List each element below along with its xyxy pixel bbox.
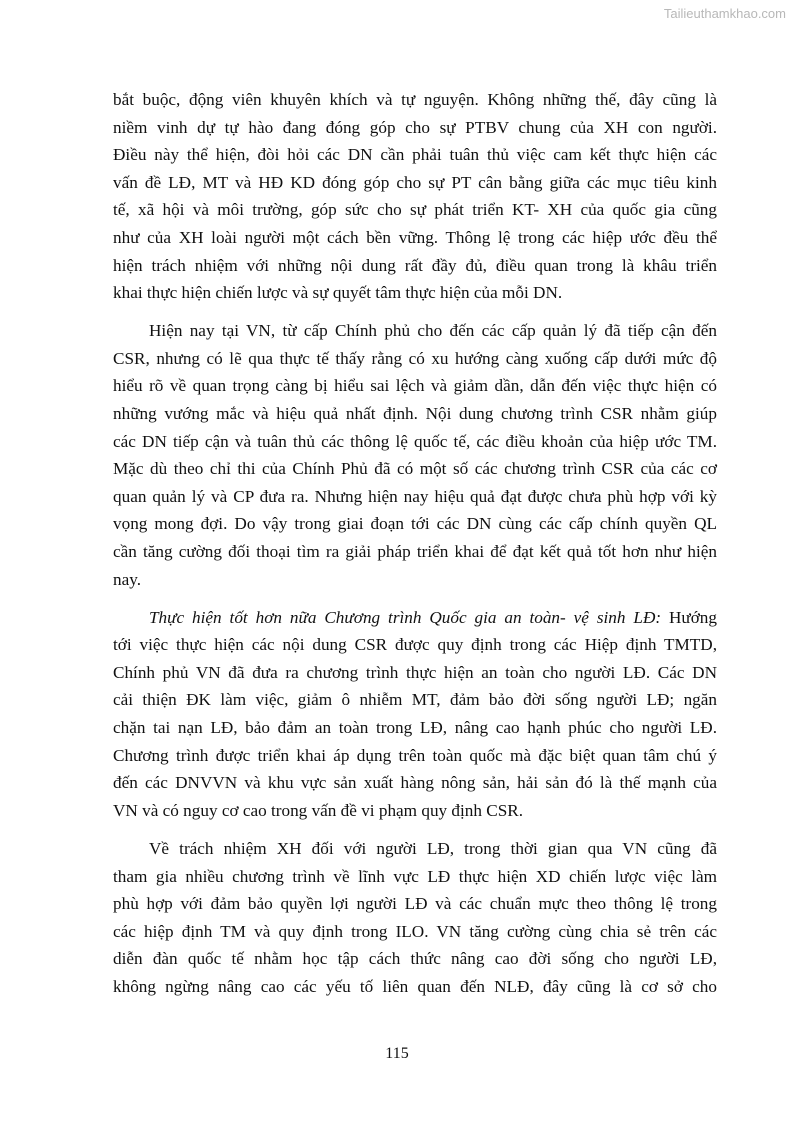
page-number: 115 — [385, 1045, 409, 1062]
text-line: chặn tai nạn LĐ, bảo đảm an toàn trong LĐ, nâng cao hạnh phúc cho người LĐ. — [113, 718, 717, 738]
paragraph-3 — [113, 604, 717, 825]
document-body — [113, 86, 717, 1011]
text-line: hiện trách nhiệm với những nội dung rất đầy đủ, điều quan trong là khâu triển — [113, 255, 717, 275]
text-line: Về trách nhiệm XH đối với người LĐ, trong thời gian qua VN cũng đã — [149, 838, 717, 858]
text-line: như của XH loài người một cách bền vững. Thông lệ trong các hiệp ước đều thể — [113, 227, 717, 247]
text-line: tham gia nhiều chương trình về lĩnh vực LĐ thực hiện XD chiến lược việc làm — [113, 866, 717, 886]
text-line: quan quản lý và CP đưa ra. Nhưng hiện nay hiệu quả đạt được chưa phù hợp với kỳ — [113, 486, 717, 506]
text-line: tới việc thực hiện các nội dung CSR được quy định trong các Hiệp định TMTD, — [113, 635, 717, 655]
text-line: Mặc dù theo chỉ thi của Chính Phủ đã có một số các chương trình CSR của các cơ — [113, 459, 717, 479]
text-line: hiểu rõ về quan trọng càng bị hiểu sai lệch và giảm dần, dẫn đến việc thực hiện có — [113, 376, 717, 396]
text-line: khai thực hiện chiến lược và sự quyết tâm thực hiện của mỗi DN. — [113, 283, 563, 303]
text-line: các DN tiếp cận và tuân thủ các thông lệ quốc tế, các điều khoản của hiệp ước TM. — [113, 431, 717, 451]
text-line: những vướng mắc và hiệu quả nhất định. Nội dung chương trình CSR nhằm giúp — [113, 404, 717, 424]
paragraph-4 — [113, 835, 717, 1001]
text-line: VN và có nguy cơ cao trong vấn đề vi phạm quy định CSR. — [113, 800, 524, 820]
text-span: Hướng — [661, 607, 717, 627]
text-line: Điều này thể hiện, đòi hỏi các DN cần phải tuân thủ việc cam kết thực hiện các — [113, 145, 717, 165]
text-line: vấn đề LĐ, MT và HĐ KD đóng góp cho sự PT cân bằng giữa các mục tiêu kinh — [113, 172, 717, 192]
text-line: đến các DNVVN và khu vực sản xuất hàng nông sản, hải sản đó là thế mạnh của — [113, 773, 717, 793]
text-line: Hiện nay tại VN, từ cấp Chính phủ cho đến các cấp quản lý đã tiếp cận đến — [149, 321, 717, 341]
text-line: Chính phủ VN đã đưa ra chương trình thực hiện an toàn cho người LĐ. Các DN — [113, 662, 717, 682]
text-line: phù hợp với đảm bảo quyền lợi người LĐ và các chuẩn mực theo thông lệ trong — [113, 894, 717, 914]
text-line: niềm vinh dự tự hào đang đóng góp cho sự PTBV chung của XH con người. — [113, 117, 717, 137]
text-line: tế, xã hội và môi trường, góp sức cho sự phát triển KT- XH của quốc gia cũng — [113, 200, 717, 220]
paragraph-2 — [113, 317, 717, 593]
text-line: nay. — [113, 569, 141, 589]
text-line: cải thiện ĐK làm việc, giảm ô nhiễm MT, đảm bảo đời sống người LĐ; ngăn — [113, 690, 717, 710]
text-line: cần tăng cường đối thoại tìm ra giải pháp triển khai để đạt kết quả tốt hơn như hiện — [113, 542, 717, 561]
watermark: Tailieuthamkhao.com — [663, 6, 786, 21]
text-line: bắt buộc, động viên khuyên khích và tự nguyện. Không những thế, đây cũng là — [113, 90, 717, 109]
text-line: các hiệp định TM và quy định trong ILO. VN tăng cường cùng chia sẻ trên các — [113, 921, 717, 941]
paragraph-1 — [113, 86, 717, 307]
italic-heading: Thực hiện tốt hơn nữa Chương trình Quốc gia an toàn- vệ sinh LĐ: — [149, 607, 662, 627]
text-line: CSR, nhưng có lẽ qua thực tế thấy rằng có xu hướng càng xuống cấp dưới mức độ — [113, 348, 717, 368]
text-line: vọng mong đợi. Do vậy trong giai đoạn tới các DN cùng các cấp chính quyền QL — [113, 514, 717, 534]
text-line: diễn đàn quốc tế nhằm học tập cách thức nâng cao đời sống cho người LĐ, — [113, 949, 717, 969]
text-line — [113, 604, 717, 632]
text-line: Chương trình được triển khai áp dụng trên toàn quốc mà đặc biệt quan tâm chú ý — [113, 745, 717, 765]
text-line: không ngừng nâng cao các yếu tố liên quan đến NLĐ, đây cũng là cơ sở cho — [113, 976, 717, 996]
